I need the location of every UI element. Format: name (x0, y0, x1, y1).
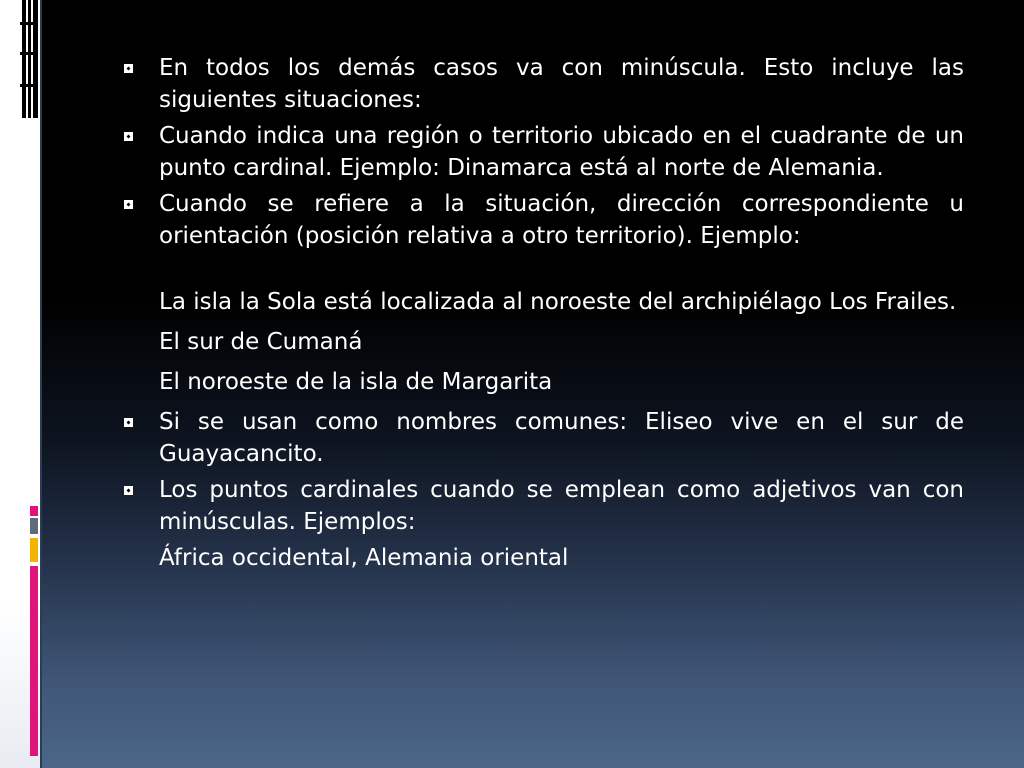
bullet-text: Los puntos cardinales cuando se emplean como adjetivos van con minúsculas. Ejemplos: (159, 477, 964, 535)
example-text (120, 326, 964, 358)
bullet-square-icon (124, 64, 133, 73)
bullet-square-icon (124, 200, 133, 209)
bullet-item (120, 52, 964, 116)
bullet-text: Si se usan como nombres comunes: Eliseo vive en el sur de Guayacancito. (159, 409, 964, 467)
example-text (120, 286, 964, 318)
bullet-item (120, 188, 964, 252)
example-text (120, 366, 964, 398)
bullet-text: Cuando se refiere a la situación, dirección correspondiente u orientación (posición relativa a otro territorio). Ejemplo: (159, 191, 964, 249)
grid-pattern-decoration (20, 0, 38, 118)
example-line: África occidental, Alemania oriental (159, 545, 569, 571)
bullet-item (120, 406, 964, 470)
bullet-item (120, 120, 964, 184)
bullet-item (120, 474, 964, 538)
example-line: El noroeste de la isla de Margarita (159, 369, 553, 395)
accent-bar-yellow (30, 538, 38, 562)
bullet-square-icon (124, 486, 133, 495)
accent-bar-pink (30, 506, 38, 516)
left-edge-line (40, 0, 42, 768)
bullet-square-icon (124, 418, 133, 427)
bullet-text: En todos los demás casos va con minúscula. Esto incluye las siguientes situaciones: (159, 55, 964, 113)
accent-bar-pink-long (30, 566, 38, 756)
bullet-text: Cuando indica una región o territorio ubicado en el cuadrante de un punto cardinal. Ejemplo: Dinamarca está al norte de Alemania. (159, 123, 964, 181)
example-line: El sur de Cumaná (159, 329, 363, 355)
bullet-square-icon (124, 132, 133, 141)
slide-body (120, 52, 964, 582)
left-decorative-strip (0, 0, 40, 768)
accent-bar-gray (30, 518, 38, 534)
example-text (120, 542, 964, 574)
example-line: La isla la Sola está localizada al noroeste del archipiélago Los Frailes. (159, 289, 957, 315)
